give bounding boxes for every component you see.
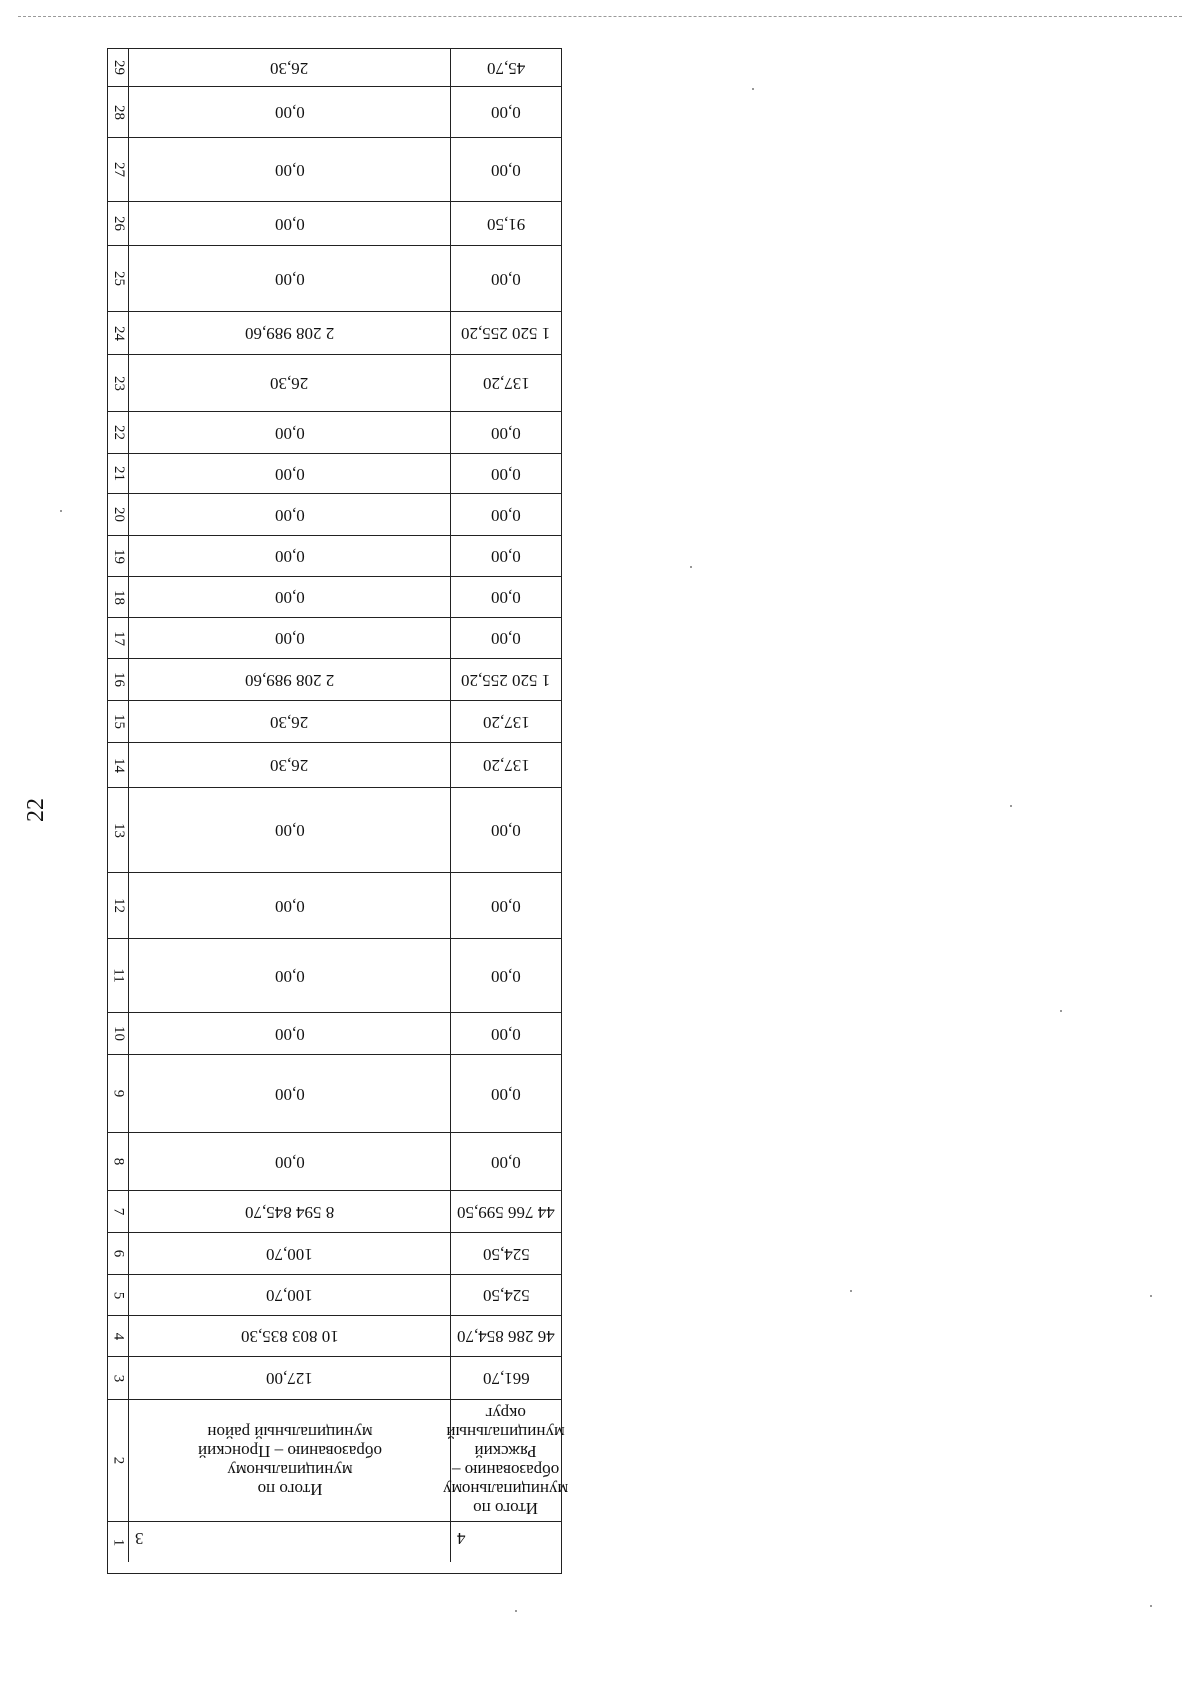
pronsky-column-cell: [129, 494, 451, 535]
pronsky-column-value: 0,00: [274, 966, 305, 986]
row-index-label: 20: [110, 507, 127, 522]
ryazhsky-column-value: 0,00: [491, 464, 521, 484]
table-row: [108, 659, 561, 701]
row-index-label: 8: [110, 1157, 127, 1166]
row-index-cell: [108, 1233, 129, 1274]
table-row: [108, 49, 561, 87]
pronsky-column-value: 0,00: [274, 588, 305, 607]
pronsky-column-cell: [129, 454, 451, 493]
row-index-cell: [108, 873, 129, 938]
ryazhsky-column-value: 0,00: [491, 588, 521, 607]
table-row: [108, 1316, 561, 1357]
table-row: [108, 1233, 561, 1275]
row-index-cell: [108, 49, 129, 86]
row-index-cell: [108, 1522, 129, 1562]
pronsky-column-cell: [129, 1522, 451, 1562]
row-index-label: 17: [110, 630, 127, 646]
ryazhsky-column-cell: [451, 246, 561, 311]
table-row: [108, 355, 561, 412]
row-index-label: 12: [110, 898, 127, 913]
row-index-cell: [108, 1400, 129, 1521]
ryazhsky-column-cell: [451, 312, 561, 354]
ryazhsky-column-cell: [451, 1233, 561, 1274]
pronsky-column-value: 0,00: [274, 547, 305, 566]
pronsky-column-cell: [129, 1191, 451, 1232]
ryazhsky-column-cell: [451, 1191, 561, 1232]
row-index-label: 19: [110, 548, 127, 564]
row-index-label: 24: [110, 325, 127, 341]
ryazhsky-column-value: 0,00: [491, 1152, 521, 1172]
table-row: [108, 873, 561, 939]
scan-speck: [850, 1290, 852, 1292]
ryazhsky-column-cell: [451, 743, 561, 787]
row-index-label: 29: [110, 60, 127, 75]
table-row: [108, 1013, 561, 1055]
ryazhsky-column-value: 0,00: [491, 103, 521, 122]
page-number: 22: [23, 798, 49, 822]
pronsky-column-cell: [129, 939, 451, 1012]
pronsky-column-cell: [129, 1055, 451, 1132]
pronsky-column-cell: [129, 577, 451, 617]
scan-speck: [515, 1610, 517, 1612]
row-index-cell: [108, 355, 129, 411]
pronsky-column-value: 26,30: [270, 712, 309, 732]
pronsky-column-cell: [129, 1233, 451, 1274]
ryazhsky-column-value: 0,00: [491, 547, 521, 566]
pronsky-column-cell: [129, 87, 451, 137]
pronsky-column-value: 100,70: [266, 1286, 313, 1305]
ryazhsky-column-value: 137,20: [482, 712, 530, 732]
pronsky-column-value: 0,00: [274, 464, 305, 484]
ryazhsky-column-cell: [451, 577, 561, 617]
table-row: [108, 1133, 561, 1191]
scan-speck: [690, 566, 692, 568]
pronsky-column-value: 2 208 989,60: [244, 324, 335, 343]
table-row: [108, 138, 561, 202]
scan-speck: [1150, 1295, 1152, 1297]
ryazhsky-column-cell: [451, 412, 561, 453]
scan-speck: [1010, 805, 1012, 807]
row-index-cell: [108, 1133, 129, 1190]
ryazhsky-column-value: 0,00: [491, 1024, 521, 1044]
pronsky-column-cell: [129, 1013, 451, 1054]
pronsky-column-value: 3: [135, 1529, 144, 1548]
row-index-label: 25: [110, 271, 127, 286]
table-row: [108, 454, 561, 494]
ryazhsky-column-cell: [451, 1522, 561, 1562]
ryazhsky-column-value: 0,00: [491, 160, 521, 180]
ryazhsky-column-cell: [451, 873, 561, 938]
row-index-cell: [108, 1357, 129, 1399]
row-index-label: 15: [110, 714, 127, 729]
pronsky-column-value: 26,30: [270, 58, 309, 78]
ryazhsky-column-value: 0,00: [491, 1084, 521, 1104]
ryazhsky-column-cell: [451, 1275, 561, 1315]
ryazhsky-column-cell: [451, 355, 561, 411]
pronsky-column-value: 127,00: [266, 1369, 313, 1388]
row-index-cell: [108, 659, 129, 700]
row-index-cell: [108, 1275, 129, 1315]
pronsky-column-cell: [129, 618, 451, 658]
pronsky-column-cell: [129, 743, 451, 787]
row-index-label: 9: [110, 1089, 127, 1098]
row-index-cell: [108, 454, 129, 493]
row-index-cell: [108, 743, 129, 787]
row-index-cell: [108, 87, 129, 137]
table-row: [108, 1055, 561, 1133]
row-index-label: 4: [110, 1332, 127, 1340]
row-index-label: 5: [110, 1291, 127, 1299]
row-index-label: 27: [110, 162, 127, 177]
ryazhsky-column-value: 45,70: [486, 58, 526, 78]
scan-speck: [1060, 1010, 1062, 1012]
ryazhsky-column-cell: [451, 536, 561, 576]
pronsky-column-cell: [129, 536, 451, 576]
row-index-label: 13: [110, 822, 127, 838]
table-row: [108, 743, 561, 788]
pronsky-column-value: 0,00: [274, 103, 305, 122]
table-row: [108, 788, 561, 873]
ryazhsky-column-cell: [451, 87, 561, 137]
row-index-label: 6: [110, 1249, 127, 1258]
pronsky-column-cell: [129, 1400, 451, 1521]
ryazhsky-column-value: 661,70: [482, 1369, 530, 1388]
table-row: [108, 246, 561, 312]
pronsky-column-cell: [129, 246, 451, 311]
pronsky-column-cell: [129, 873, 451, 938]
row-index-cell: [108, 788, 129, 872]
pronsky-column-value: 0,00: [274, 821, 305, 840]
table-row: [108, 1191, 561, 1233]
pronsky-column-cell: [129, 1133, 451, 1190]
ryazhsky-column-value: 44 766 599,50: [457, 1202, 555, 1222]
ryazhsky-column-value: 0,00: [491, 821, 521, 840]
ryazhsky-column-cell: [451, 1133, 561, 1190]
table-row: [108, 202, 561, 246]
ryazhsky-column-value: 91,50: [486, 214, 526, 234]
row-index-label: 3: [110, 1374, 127, 1382]
pronsky-column-cell: [129, 412, 451, 453]
scan-speck: [1150, 1605, 1152, 1607]
row-index-label: 26: [110, 216, 127, 231]
ryazhsky-column-value: 524,50: [482, 1244, 530, 1264]
table-row: [108, 1522, 561, 1562]
pronsky-column-value: 0,00: [274, 505, 305, 525]
row-index-cell: [108, 246, 129, 311]
row-index-label: 21: [110, 466, 127, 481]
pronsky-column-value: 8 594 845,70: [244, 1202, 335, 1222]
pronsky-column-value: 0,00: [274, 423, 305, 443]
ryazhsky-column-value: 4: [457, 1529, 466, 1548]
data-table: [107, 48, 569, 1574]
pronsky-column-value: 26,30: [270, 756, 309, 775]
row-index-cell: [108, 1316, 129, 1356]
ryazhsky-column-value: 0,00: [491, 896, 521, 916]
ryazhsky-column-cell: [451, 1316, 561, 1356]
row-index-cell: [108, 312, 129, 354]
table-row: [108, 412, 561, 454]
ryazhsky-column-cell: [451, 49, 561, 86]
ryazhsky-column-value: 524,50: [482, 1286, 530, 1305]
ryazhsky-column-value: Итого по муниципальному образованию – Ряжский муниципальный округ: [443, 1403, 569, 1518]
ryazhsky-column-cell: [451, 494, 561, 535]
ryazhsky-column-value: 0,00: [491, 269, 521, 289]
row-index-label: 28: [110, 104, 127, 120]
row-index-label: 10: [110, 1026, 127, 1041]
table-row: [108, 577, 561, 618]
table-row: [108, 618, 561, 659]
top-scan-rule: [18, 16, 1182, 17]
row-index-cell: [108, 412, 129, 453]
row-index-label: 7: [110, 1207, 127, 1216]
ryazhsky-column-cell: [451, 939, 561, 1012]
pronsky-column-value: 0,00: [274, 160, 305, 180]
ryazhsky-column-value: 0,00: [491, 966, 521, 986]
row-index-label: 1: [110, 1538, 127, 1546]
pronsky-column-cell: [129, 1275, 451, 1315]
ryazhsky-column-cell: [451, 454, 561, 493]
ryazhsky-column-value: 0,00: [491, 505, 521, 525]
table-row: [108, 1400, 569, 1522]
pronsky-column-value: 0,00: [274, 214, 305, 234]
row-index-cell: [108, 1055, 129, 1132]
row-index-label: 11: [110, 968, 127, 983]
ryazhsky-column-value: 0,00: [491, 629, 521, 648]
ryazhsky-column-value: 0,00: [491, 423, 521, 443]
ryazhsky-column-value: 137,20: [482, 374, 530, 393]
ryazhsky-column-cell: [443, 1400, 569, 1521]
row-index-cell: [108, 939, 129, 1012]
pronsky-column-cell: [129, 1357, 451, 1399]
ryazhsky-column-cell: [451, 659, 561, 700]
row-index-label: 2: [110, 1456, 127, 1465]
pronsky-column-value: 0,00: [274, 269, 305, 289]
table-row: [108, 494, 561, 536]
ryazhsky-column-value: 46 286 854,70: [457, 1327, 555, 1346]
pronsky-column-value: 10 803 835,30: [240, 1327, 339, 1346]
table-row: [108, 701, 561, 743]
row-index-label: 14: [110, 757, 127, 773]
pronsky-column-cell: [129, 312, 451, 354]
ryazhsky-column-cell: [451, 788, 561, 872]
pronsky-column-value: 0,00: [274, 896, 305, 916]
pronsky-column-cell: [129, 701, 451, 742]
ryazhsky-column-cell: [451, 202, 561, 245]
row-index-label: 16: [110, 672, 127, 687]
scan-speck: [752, 88, 754, 90]
ryazhsky-column-cell: [451, 138, 561, 201]
pronsky-column-cell: [129, 49, 451, 86]
pronsky-column-value: 0,00: [274, 629, 305, 648]
row-index-cell: [108, 1191, 129, 1232]
ryazhsky-column-cell: [451, 618, 561, 658]
ryazhsky-column-cell: [451, 1055, 561, 1132]
scan-speck: [60, 510, 62, 512]
pronsky-column-cell: [129, 138, 451, 201]
row-index-cell: [108, 701, 129, 742]
pronsky-column-cell: [129, 788, 451, 872]
table-row: [108, 1275, 561, 1316]
row-index-label: 22: [110, 425, 127, 440]
table-row: [108, 536, 561, 577]
row-index-cell: [108, 618, 129, 658]
table-row: [108, 939, 561, 1013]
pronsky-column-cell: [129, 659, 451, 700]
table-row: [108, 87, 561, 138]
ryazhsky-column-value: 1 520 255,20: [461, 324, 551, 343]
pronsky-column-value: 0,00: [274, 1152, 305, 1172]
ryazhsky-column-cell: [451, 1357, 561, 1399]
row-index-cell: [108, 536, 129, 576]
pronsky-column-value: 100,70: [266, 1244, 313, 1264]
row-index-cell: [108, 138, 129, 201]
row-index-cell: [108, 577, 129, 617]
row-index-cell: [108, 1013, 129, 1054]
pronsky-column-value: 26,30: [270, 374, 309, 393]
pronsky-column-cell: [129, 202, 451, 245]
pronsky-column-value: Итого по муниципальному образованию – Пронский муниципальный район: [197, 1422, 382, 1499]
ryazhsky-column-cell: [451, 1013, 561, 1054]
row-index-cell: [108, 494, 129, 535]
ryazhsky-column-value: 1 520 255,20: [461, 670, 551, 690]
pronsky-column-value: 0,00: [274, 1084, 305, 1104]
table-row: [108, 1357, 561, 1400]
pronsky-column-value: 2 208 989,60: [244, 670, 335, 690]
pronsky-column-cell: [129, 1316, 451, 1356]
ryazhsky-column-value: 137,20: [482, 756, 530, 775]
table-row: [108, 312, 561, 355]
row-index-label: 23: [110, 375, 127, 391]
row-index-label: 18: [110, 589, 127, 605]
row-index-cell: [108, 202, 129, 245]
pronsky-column-cell: [129, 355, 451, 411]
ryazhsky-column-cell: [451, 701, 561, 742]
pronsky-column-value: 0,00: [274, 1024, 305, 1044]
